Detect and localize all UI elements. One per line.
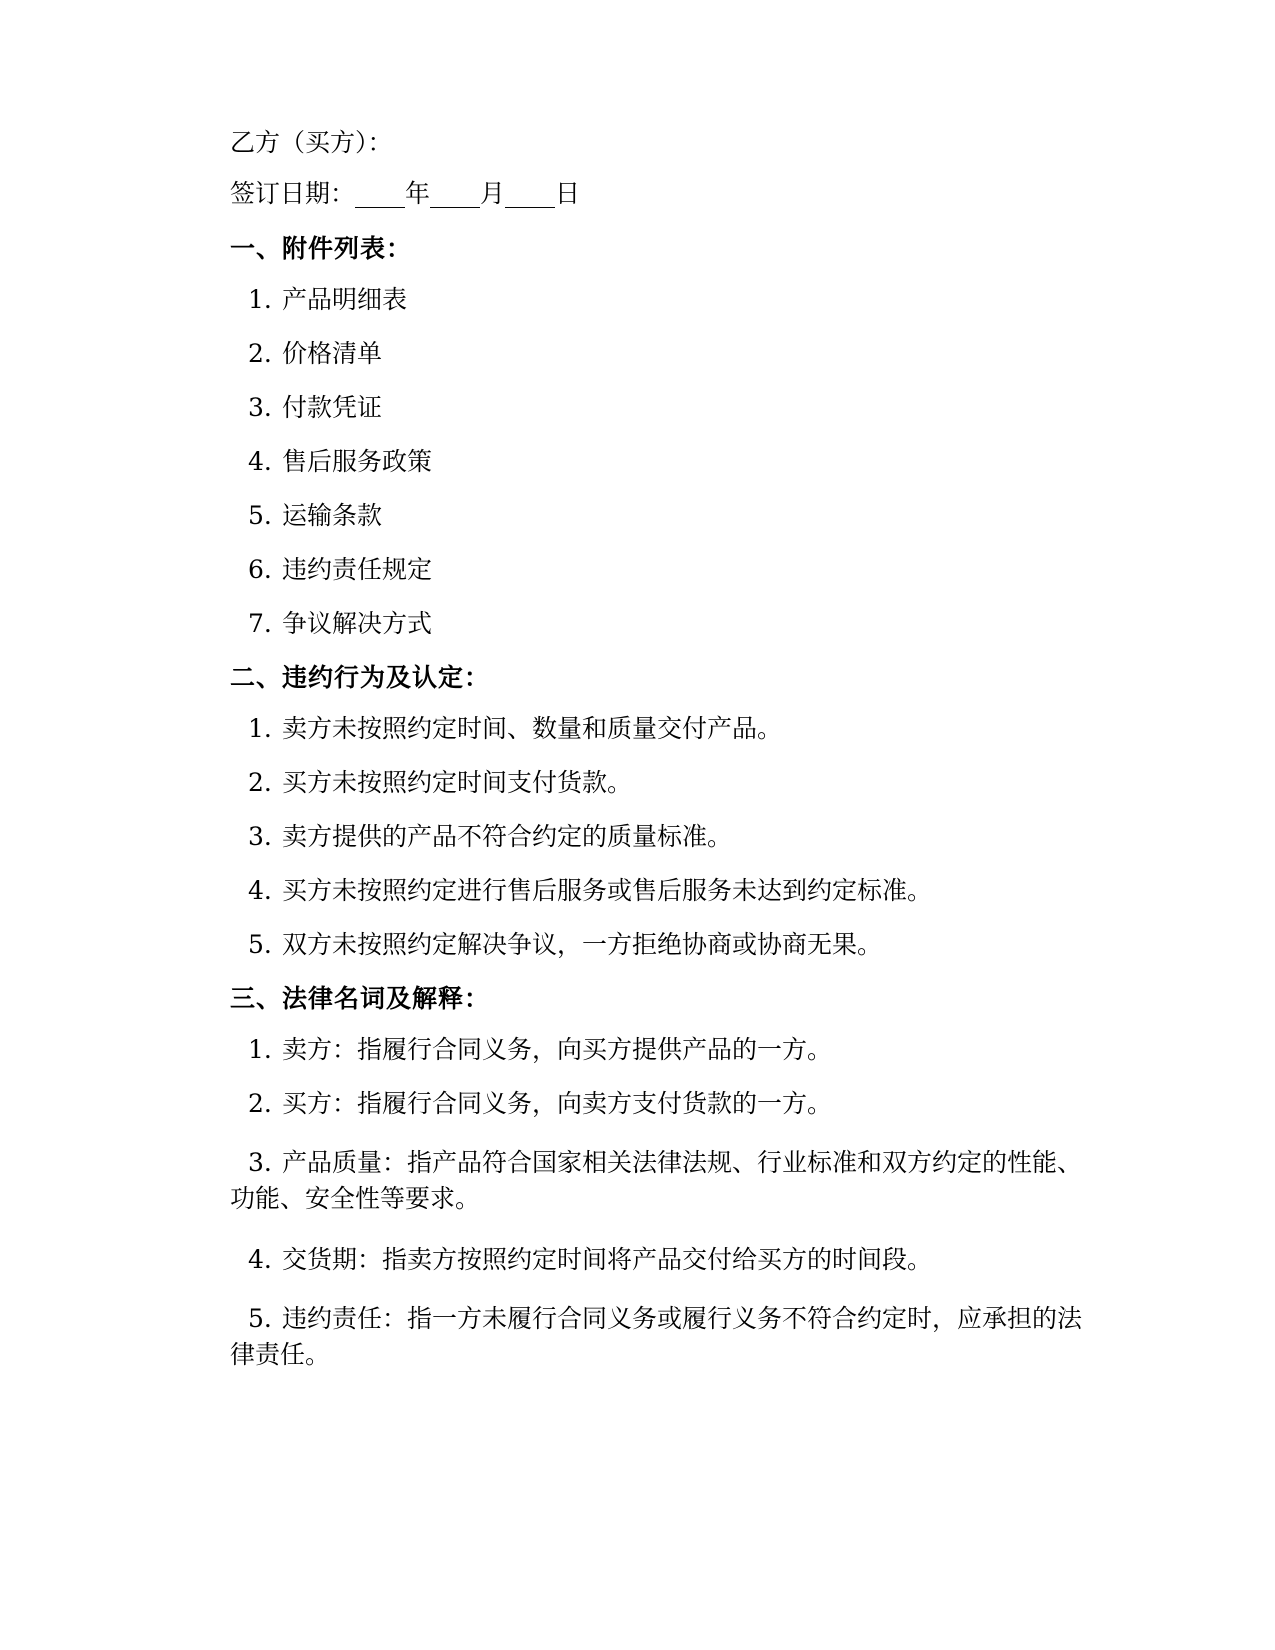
list-item-number: 6. — [248, 555, 272, 584]
list-item — [230, 878, 1090, 903]
list-item — [230, 1091, 1090, 1116]
document-body — [230, 130, 1090, 1373]
list-item-number: 1. — [248, 714, 272, 743]
list-item-text: 双方未按照约定解决争议，一方拒绝协商或协商无果。 — [282, 930, 883, 959]
list-item — [230, 503, 1090, 528]
list-item-text: 违约责任：指一方未履行合同义务或履行义务不符合约定时，应承担的法律责任。 — [230, 1303, 1083, 1369]
list-item-number: 3. — [248, 1148, 272, 1177]
list-item-text: 卖方：指履行合同义务，向买方提供产品的一方。 — [282, 1035, 833, 1064]
list-item — [230, 770, 1090, 795]
list-item — [230, 824, 1090, 849]
list-item-text: 产品明细表 — [282, 285, 408, 314]
list-item-number: 4. — [248, 876, 272, 905]
list-item — [230, 557, 1090, 582]
signing-date-line: 签订日期：____年____月____日 — [230, 179, 581, 208]
list-item-number: 5. — [248, 930, 272, 959]
list-item-text: 卖方提供的产品不符合约定的质量标准。 — [282, 822, 733, 851]
list-item-number: 2. — [248, 768, 272, 797]
list-item-number: 4. — [248, 447, 272, 476]
list-item-text: 付款凭证 — [282, 393, 383, 422]
list-item-text: 买方未按照约定进行售后服务或售后服务未达到约定标准。 — [282, 876, 933, 905]
section-legal-terms — [230, 986, 1090, 1373]
list-item-number: 4. — [248, 1244, 272, 1274]
list-item — [230, 449, 1090, 474]
list-item — [230, 1037, 1090, 1062]
list-item-text: 买方：指履行合同义务，向卖方支付货款的一方。 — [282, 1089, 833, 1118]
list-item-text: 买方未按照约定时间支付货款。 — [282, 768, 633, 797]
list-item-number: 2. — [248, 339, 272, 368]
list-item — [230, 932, 1090, 957]
list-item-text: 卖方未按照约定时间、数量和质量交付产品。 — [282, 714, 783, 743]
list-item — [230, 395, 1090, 420]
list-item-text: 争议解决方式 — [282, 609, 433, 638]
list-item — [230, 341, 1090, 366]
list-item-number: 1. — [248, 1035, 272, 1064]
list-item — [230, 611, 1090, 636]
list-item-text: 交货期：指卖方按照约定时间将产品交付给买方的时间段。 — [282, 1244, 933, 1274]
list-item-number: 2. — [248, 1089, 272, 1118]
party-b-line: 乙方（买方）： — [230, 128, 393, 157]
section-heading: 三、法律名词及解释： — [230, 984, 491, 1013]
list-item-number: 5. — [248, 501, 272, 530]
list-item-number: 1. — [248, 285, 272, 314]
section-heading: 二、违约行为及认定： — [230, 663, 491, 692]
section-attachments — [230, 236, 1090, 636]
list-item-number: 7. — [248, 609, 272, 638]
list-item-text: 运输条款 — [282, 501, 383, 530]
section-heading: 一、附件列表： — [230, 234, 413, 263]
list-item-number: 3. — [248, 822, 272, 851]
section-breach-conduct — [230, 665, 1090, 957]
list-item-number: 3. — [248, 393, 272, 422]
list-item-text: 产品质量：指产品符合国家相关法律法规、行业标准和双方约定的性能、功能、安全性等要求。 — [230, 1148, 1083, 1214]
list-item-text: 价格清单 — [282, 339, 383, 368]
list-item-text: 违约责任规定 — [282, 555, 433, 584]
list-item — [230, 716, 1090, 741]
list-item-number: 5. — [248, 1303, 272, 1333]
list-item — [230, 1145, 1090, 1218]
list-item — [230, 287, 1090, 312]
list-item — [230, 1244, 1090, 1274]
list-item — [230, 1301, 1090, 1374]
list-item-text: 售后服务政策 — [282, 447, 433, 476]
